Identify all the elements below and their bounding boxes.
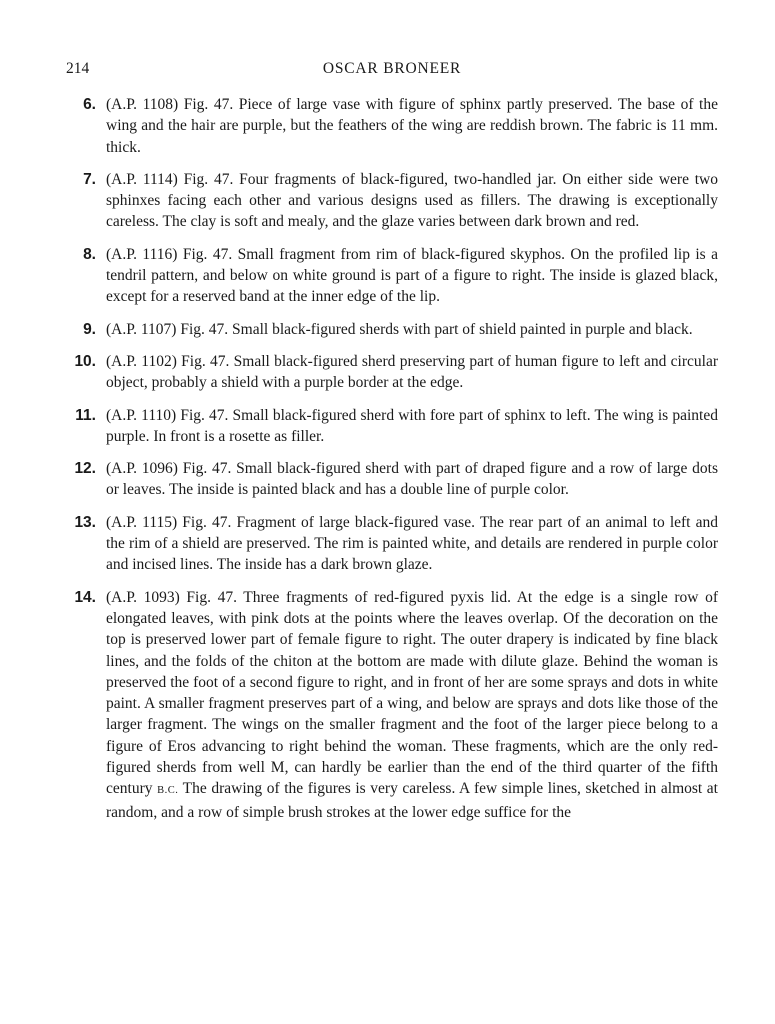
entry-text: (A.P. 1107) Fig. 47. Small black-figured sherds with part of shield painted in purple and black.: [106, 320, 693, 338]
entry-text-part: (A.P. 1093) Fig. 47. Three fragments of red-figured pyxis lid. At the edge is a single row of elongated leaves, with pink dots at the points where the leaves overlap. Of the decoration on the top is preserved lower part of female figure to right. The outer drapery is indicated by fine black lines, and the folds of the chiton at the bottom are made with dilute glaze. Behind the woman is preserved the foot of a second figure to right, and in front of her are some sprays and dots in white paint. A smaller fragment preserves part of a wing, and below are sprays and dots like those of the larger fragment. The wings on the smaller fragment and the foot of the larger piece belong to a figure of Eros advancing to right behind the woman. These fragments, which are the only red-figured sherds from well M, can hardly be earlier than the end of the third quarter of the fifth century: [106, 588, 718, 798]
entry-number: 13.: [74, 513, 96, 531]
entry-text: (A.P. 1108) Fig. 47. Piece of large vase with figure of sphinx partly preserved. The base of the wing and the hair are purple, but the feathers of the wing are reddish brown. The fabric is 11 mm. thick.: [106, 96, 718, 156]
catalog-entry: [0, 319, 775, 340]
catalog-entry: [0, 587, 775, 823]
entry-text: (A.P. 1110) Fig. 47. Small black-figured sherd with fore part of sphinx to left. The wing is painted purple. In front is a rosette as filler.: [106, 406, 718, 445]
entry-text: (A.P. 1115) Fig. 47. Fragment of large black-figured vase. The rear part of an animal to left and the rim of a shield are preserved. The rim is painted white, and details are rendered in purple color and incised lines. The inside has a dark brown glaze.: [106, 513, 718, 574]
entry-text: (A.P. 1096) Fig. 47. Small black-figured sherd with part of draped figure and a row of large dots or leaves. The inside is painted black and has a double line of purple color.: [106, 460, 718, 499]
running-head: [66, 60, 718, 82]
entry-number: 12.: [74, 460, 96, 478]
catalog-entry: [0, 94, 775, 158]
page-header-title: OSCAR BRONEER: [322, 60, 462, 77]
entry-text-continued: The drawing of the figures is very careless. A few simple lines, sketched in almost at random, and a row of simple brush strokes at the lower edge suffice for the: [106, 780, 718, 821]
entry-number: 7.: [83, 170, 96, 188]
entry-number: 14.: [74, 588, 96, 606]
entry-number: 9.: [83, 320, 96, 338]
entry-number: 11.: [75, 406, 96, 424]
entry-number: 6.: [83, 96, 96, 113]
catalog-entry: [0, 405, 775, 448]
page-number: 214: [66, 60, 90, 77]
catalog-entry: [0, 512, 775, 576]
entry-text: [106, 587, 718, 823]
catalog-entries: [0, 94, 775, 834]
catalog-entry: [0, 458, 775, 501]
catalog-entry: [0, 244, 775, 308]
entry-text: (A.P. 1116) Fig. 47. Small fragment from rim of black-figured skyphos. On the profiled lip is a tendril pattern, and below on white ground is part of a figure to right. The inside is glazed black, except for a reserved band at the inner edge of the lip.: [106, 245, 718, 306]
entry-text: (A.P. 1114) Fig. 47. Four fragments of black-figured, two-handled jar. On either side were two sphinxes facing each other and various designs used as fillers. The drawing is exceptionally careless. The clay is soft and mealy, and the glaze varies between dark brown and red.: [106, 170, 718, 231]
entry-text: (A.P. 1102) Fig. 47. Small black-figured sherd preserving part of human figure to left and circular object, probably a shield with a purple border at the edge.: [106, 352, 718, 392]
era-abbreviation: B.C.: [157, 785, 179, 797]
catalog-entry: [0, 351, 775, 394]
catalog-entry: [0, 169, 775, 233]
entry-number: 8.: [83, 245, 96, 263]
entry-number: 10.: [74, 352, 96, 370]
